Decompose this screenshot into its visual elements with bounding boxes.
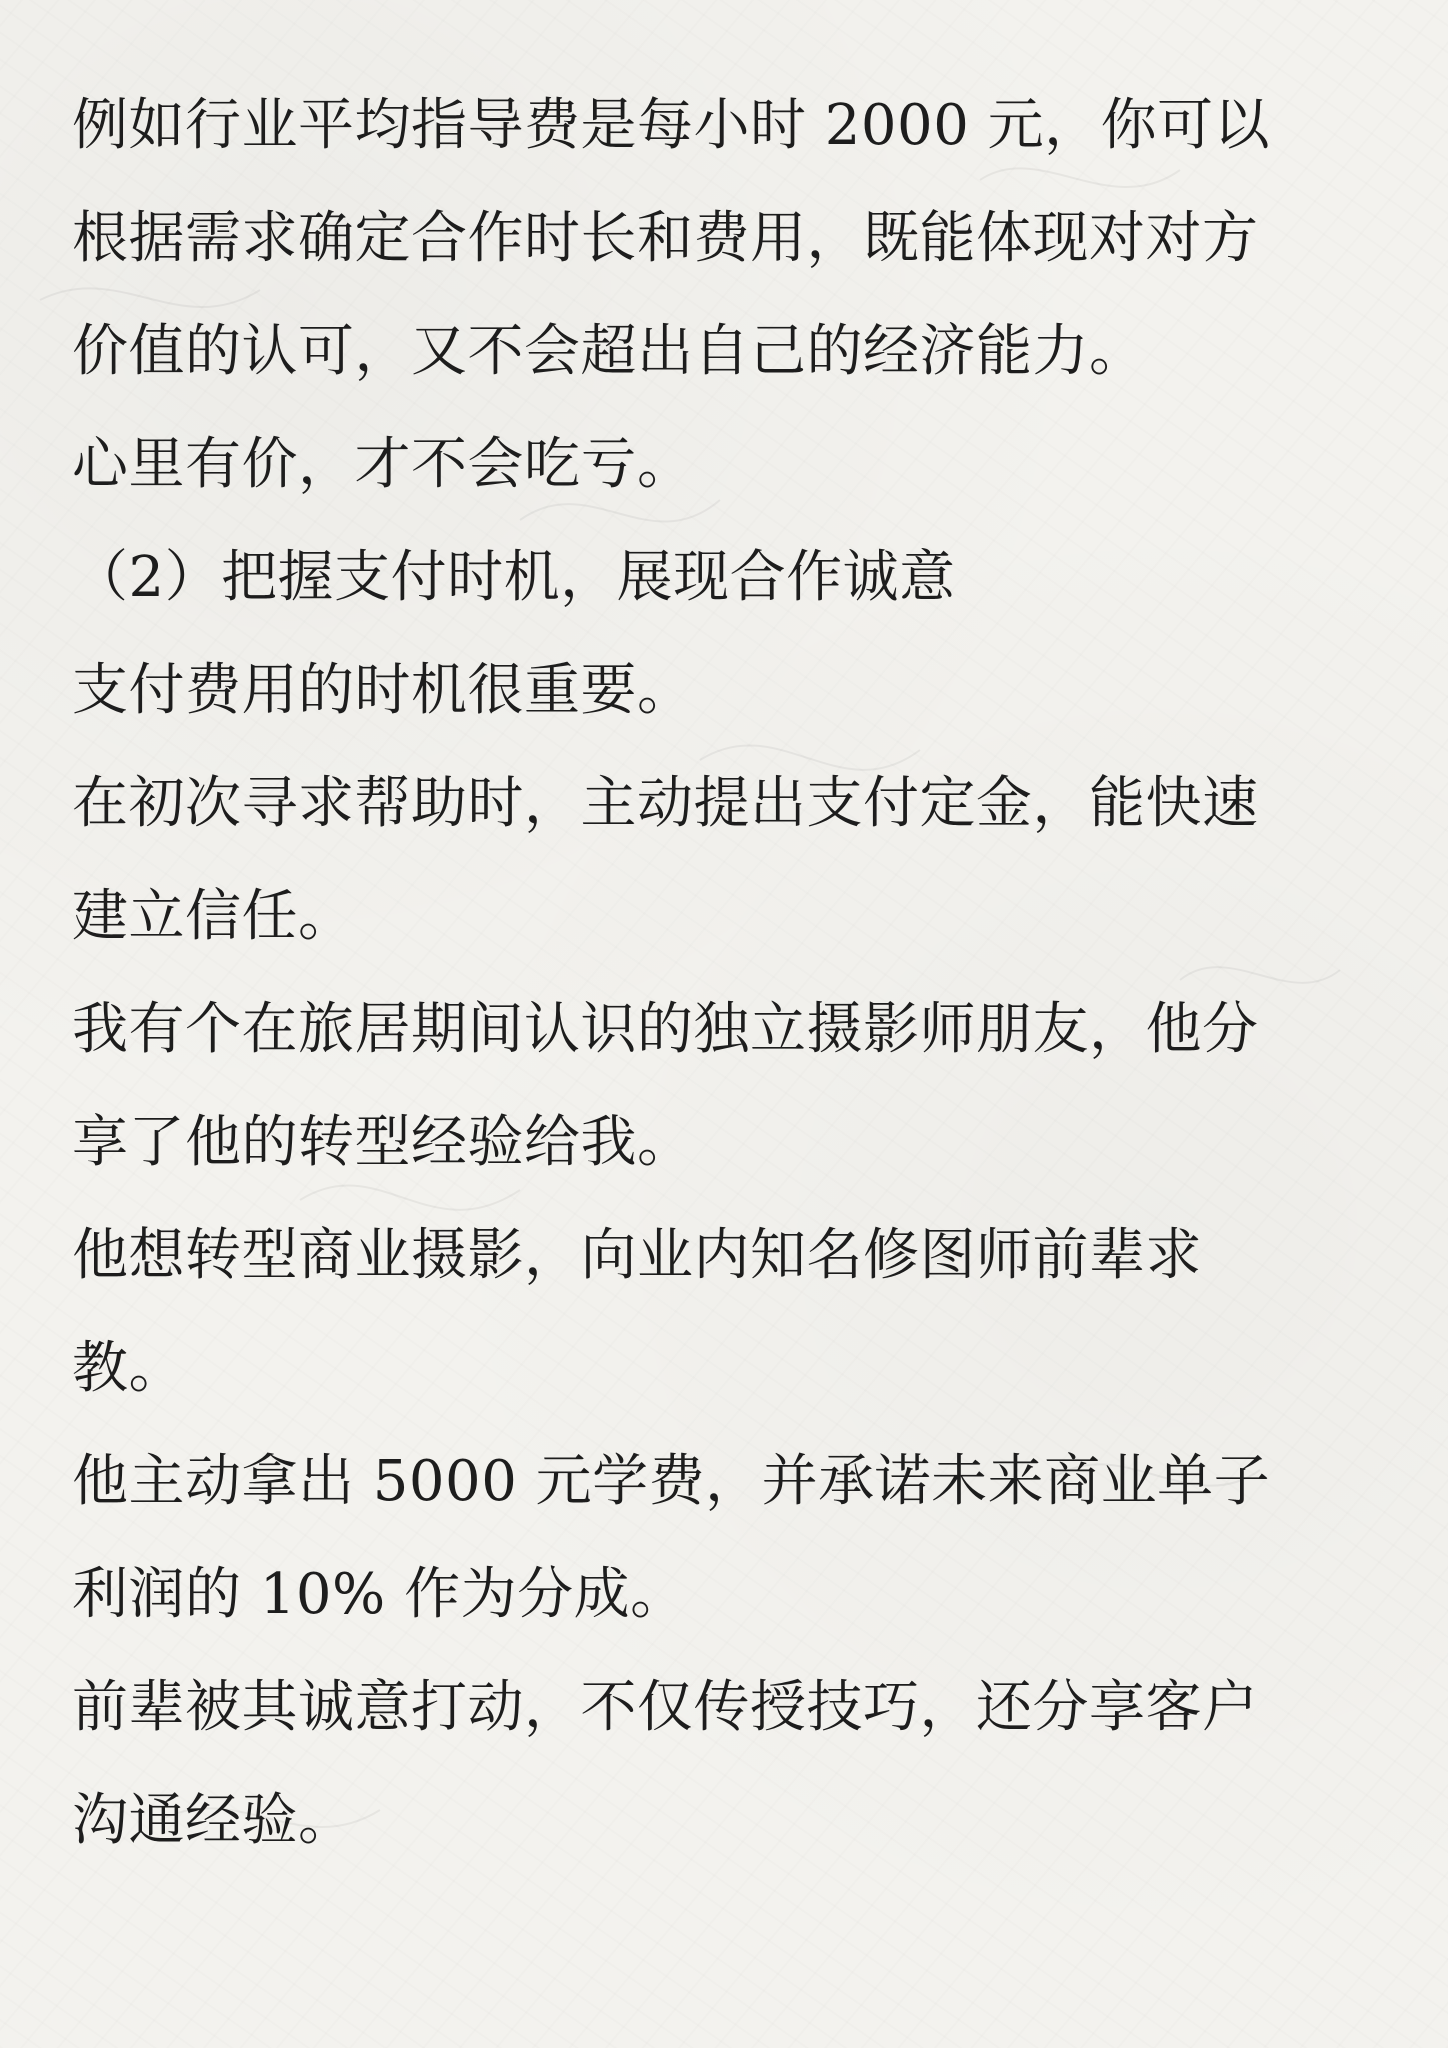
text-line: 例如行业平均指导费是每小时 2000 元，你可以	[72, 93, 1271, 158]
text-line: 教。	[72, 1336, 185, 1401]
text-line: 价值的认可，又不会超出自己的经济能力。	[72, 319, 1146, 384]
text-line: 建立信任。	[72, 884, 355, 949]
text-line: 享了他的转型经验给我。	[72, 1110, 694, 1175]
text-line: 根据需求确定合作时长和费用，既能体现对对方	[72, 206, 1259, 271]
section-heading: （2）把握支付时机，展现合作诚意	[72, 545, 956, 610]
text-line: 他主动拿出 5000 元学费，并承诺未来商业单子	[72, 1449, 1271, 1514]
text-line: 利润的 10% 作为分成。	[72, 1562, 687, 1627]
text-line: 沟通经验。	[72, 1788, 355, 1853]
text-line: 支付费用的时机很重要。	[72, 658, 694, 723]
text-line: 前辈被其诚意打动，不仅传授技巧，还分享客户	[72, 1675, 1259, 1740]
document-body	[72, 80, 1382, 1888]
text-line: 我有个在旅居期间认识的独立摄影师朋友，他分	[72, 997, 1259, 1062]
text-line: 心里有价，才不会吃亏。	[72, 432, 694, 497]
text-line: 在初次寻求帮助时，主动提出支付定金，能快速	[72, 771, 1259, 836]
text-line: 他想转型商业摄影，向业内知名修图师前辈求	[72, 1223, 1202, 1288]
